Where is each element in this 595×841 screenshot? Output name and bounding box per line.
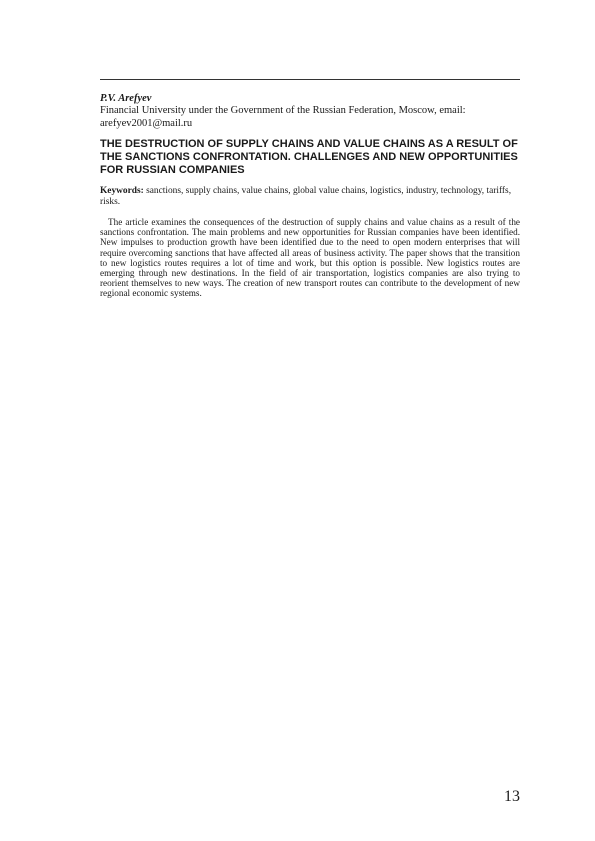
- header-divider: [100, 79, 520, 80]
- article-title-en: THE DESTRUCTION OF SUPPLY CHAINS AND VALUE CHAINS AS A RESULT OF THE SANCTIONS CONFRONTATION. CHALLENGES AND NEW OPPORTUNITIES FOR RUSSIAN COMPANIES: [100, 138, 518, 176]
- affiliation-en: Financial University under the Government of the Russian Federation, Moscow, email: arefyev2001@mail.ru: [100, 105, 466, 129]
- body-column-right: [312, 574, 520, 582]
- keywords-en: [100, 186, 520, 208]
- article-body: [100, 574, 520, 760]
- keywords-en-label: Keywords:: [100, 186, 144, 196]
- author-en: P.V. Arefyev: [100, 93, 152, 104]
- article-front-matter: [100, 84, 520, 299]
- keywords-en-text: sanctions, supply chains, value chains, global value chains, logistics, industry, technology, tariffs, risks.: [100, 186, 512, 207]
- page-number: 13: [504, 788, 520, 805]
- abstract-en: The article examines the consequences of the destruction of supply chains and value chains as a result of the sanctions confrontation. The main problems and new opportunities for Russian companies have been identified. New impulses to production growth have been identified due to the need to open modern enterprises that will require overcoming sanctions that have affected all areas of business activity. The paper shows that the transition to new logistics routes requires a lot of time and work, but this option is possible. New logistics routes are emerging through new destinations. In the field of air transportation, logistics companies are also trying to reorient themselves to new ways. The creation of new transport routes can contribute to the development of new regional economic systems.: [100, 217, 520, 299]
